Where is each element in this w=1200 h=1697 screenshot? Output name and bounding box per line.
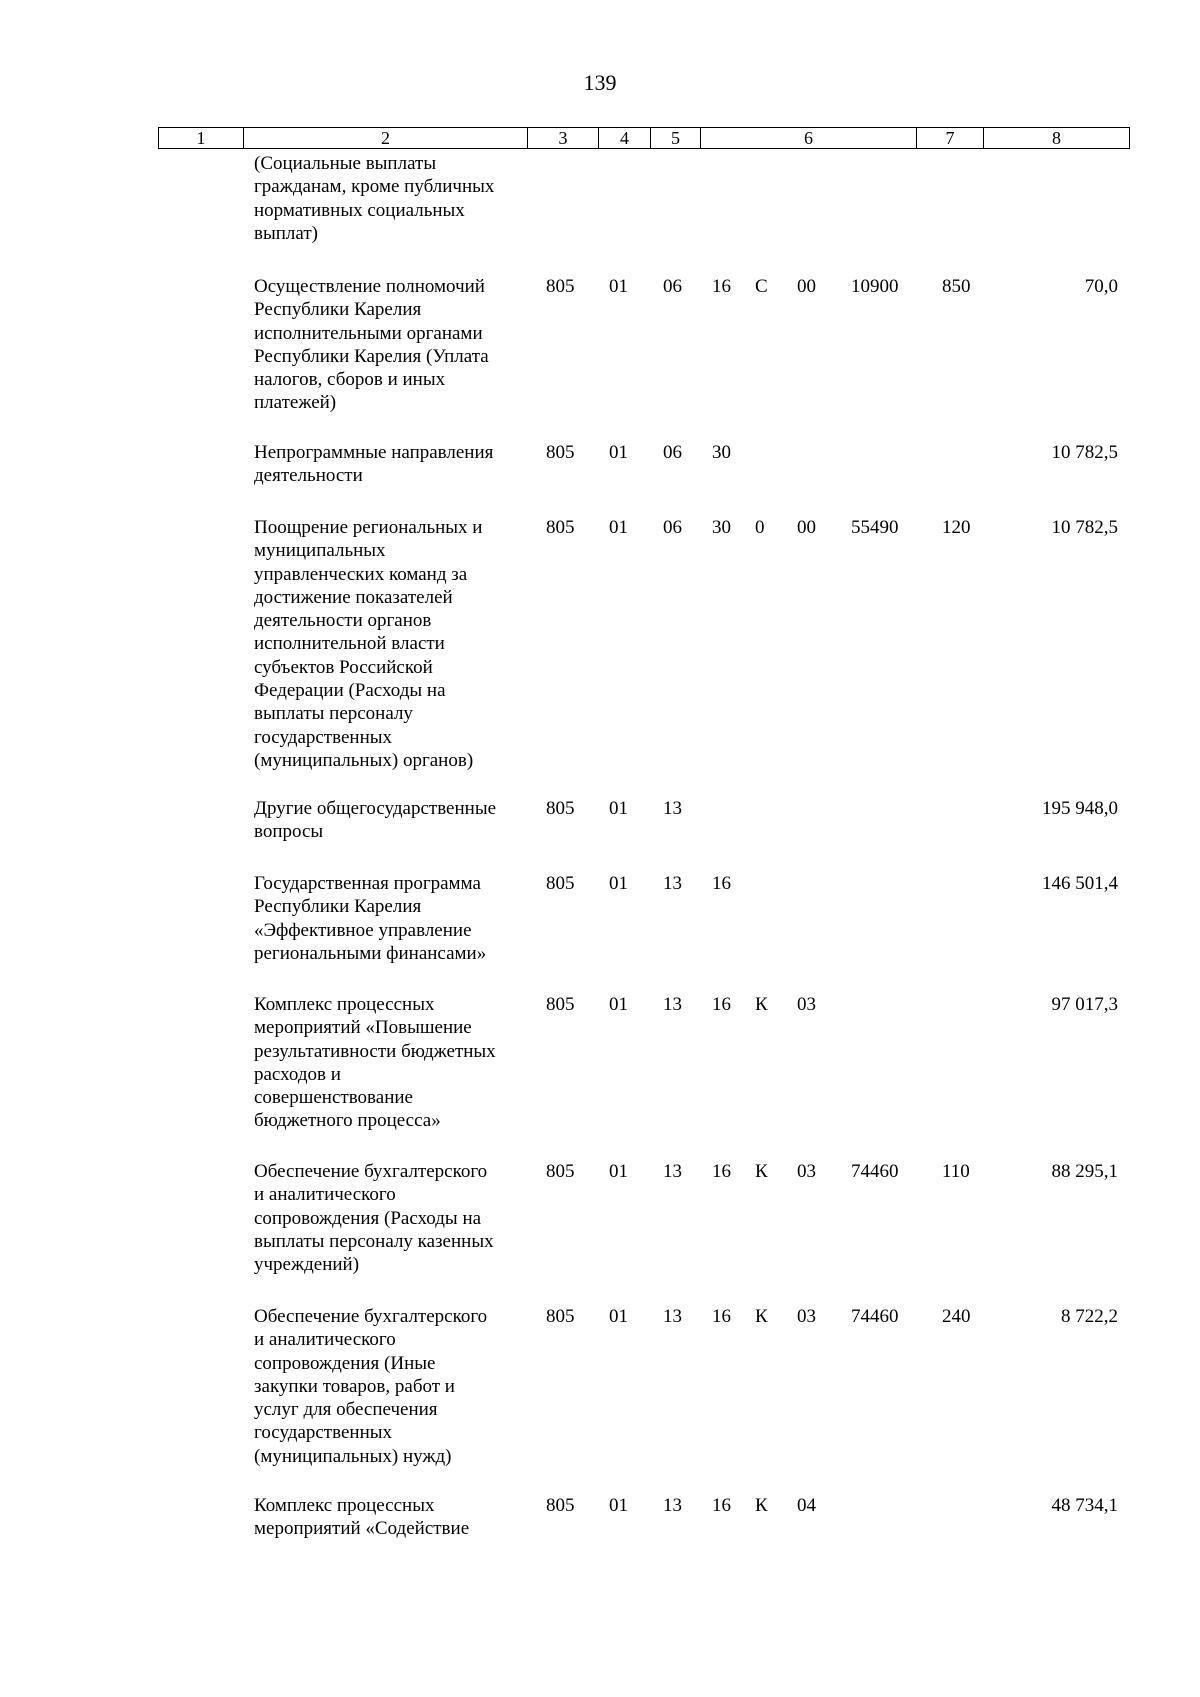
description-line: (муниципальных) органов) xyxy=(254,749,474,771)
description-line: Республики Карелия xyxy=(254,299,422,321)
cell-program-1: 16 xyxy=(712,1495,731,1516)
cell-col5: 06 xyxy=(663,442,682,463)
cell-program-3: 03 xyxy=(797,1306,816,1327)
description-line: Комплекс процессных xyxy=(254,994,435,1015)
cell-col5: 06 xyxy=(663,276,682,297)
description-line: государственных xyxy=(254,1422,393,1444)
cell-col7: 110 xyxy=(942,1161,970,1182)
description-line: субъектов Российской xyxy=(254,656,433,678)
cell-col4: 01 xyxy=(609,1306,628,1327)
cell-col4: 01 xyxy=(609,442,628,463)
cell-amount: 10 782,5 xyxy=(1051,517,1118,538)
description-line: выплат) xyxy=(254,222,318,244)
cell-description xyxy=(254,275,522,415)
cell-description xyxy=(254,1305,522,1468)
cell-col3: 805 xyxy=(546,1306,575,1327)
cell-program-4: 55490 xyxy=(851,517,899,538)
description-line: и аналитического xyxy=(254,1184,396,1206)
cell-col3: 805 xyxy=(546,442,575,463)
cell-program-1: 16 xyxy=(712,1161,731,1182)
cell-col5: 13 xyxy=(663,994,682,1015)
description-line: исполнительными органами xyxy=(254,322,483,344)
description-line: региональными финансами» xyxy=(254,942,487,964)
cell-program-1: 16 xyxy=(712,1306,731,1327)
cell-program-2: К xyxy=(755,994,768,1015)
cell-col4: 01 xyxy=(609,994,628,1015)
cell-amount: 48 734,1 xyxy=(1051,1495,1118,1516)
description-line: нормативных социальных xyxy=(254,199,465,221)
description-line: Комплекс процессных xyxy=(254,1495,435,1516)
cell-program-2: К xyxy=(755,1161,768,1182)
cell-description xyxy=(254,1160,522,1276)
description-line: управленческих команд за xyxy=(254,563,468,585)
description-line: выплаты персоналу xyxy=(254,703,413,725)
cell-col4: 01 xyxy=(609,1495,628,1516)
description-line: достижение показателей xyxy=(254,586,453,608)
cell-col3: 805 xyxy=(546,1161,575,1182)
cell-program-4: 10900 xyxy=(851,276,899,297)
description-line: платежей) xyxy=(254,392,337,414)
header-col-1: 1 xyxy=(159,128,244,148)
header-col-4: 4 xyxy=(599,128,651,148)
cell-program-2: 0 xyxy=(755,517,765,538)
description-line: Федерации (Расходы на xyxy=(254,680,446,702)
cell-col3: 805 xyxy=(546,873,575,894)
cell-description xyxy=(254,516,522,772)
cell-description xyxy=(254,441,522,488)
cell-col4: 01 xyxy=(609,1161,628,1182)
description-line: вопросы xyxy=(254,821,324,843)
description-line: Государственная программа xyxy=(254,873,481,894)
description-line: Республики Карелия xyxy=(254,896,422,918)
description-line: результативности бюджетных xyxy=(254,1040,496,1062)
cell-col5: 13 xyxy=(663,873,682,894)
description-line: сопровождения (Иные xyxy=(254,1352,436,1374)
cell-amount: 10 782,5 xyxy=(1051,442,1118,463)
cell-description xyxy=(254,993,522,1133)
description-line: Республики Карелия (Уплата xyxy=(254,345,489,367)
cell-col5: 13 xyxy=(663,798,682,819)
cell-program-3: 00 xyxy=(797,276,816,297)
description-line: сопровождения (Расходы на xyxy=(254,1207,482,1229)
cell-col3: 805 xyxy=(546,994,575,1015)
cell-program-1: 16 xyxy=(712,276,731,297)
cell-program-3: 04 xyxy=(797,1495,816,1516)
description-line: (Социальные выплаты xyxy=(254,153,437,174)
cell-program-3: 00 xyxy=(797,517,816,538)
table-header xyxy=(158,127,1130,149)
cell-description xyxy=(254,872,522,965)
description-line: расходов и xyxy=(254,1063,341,1085)
cell-program-3: 03 xyxy=(797,994,816,1015)
page-number: 139 xyxy=(583,70,617,95)
description-line: налогов, сборов и иных xyxy=(254,369,446,391)
description-line: «Эффективное управление xyxy=(254,919,472,941)
cell-col3: 805 xyxy=(546,1495,575,1516)
cell-description xyxy=(254,1494,522,1541)
cell-program-4: 74460 xyxy=(851,1161,899,1182)
description-line: (муниципальных) нужд) xyxy=(254,1445,452,1467)
description-line: Другие общегосударственные xyxy=(254,798,497,819)
cell-description xyxy=(254,152,522,245)
description-line: мероприятий «Повышение xyxy=(254,1017,472,1039)
cell-col4: 01 xyxy=(609,873,628,894)
header-col-5: 5 xyxy=(651,128,701,148)
cell-amount: 97 017,3 xyxy=(1051,994,1118,1015)
cell-amount: 88 295,1 xyxy=(1051,1161,1118,1182)
cell-col7: 120 xyxy=(942,517,971,538)
cell-amount: 195 948,0 xyxy=(1042,798,1118,819)
description-line: деятельности xyxy=(254,465,363,487)
header-col-7: 7 xyxy=(917,128,984,148)
description-line: Обеспечение бухгалтерского xyxy=(254,1306,488,1327)
cell-col5: 13 xyxy=(663,1306,682,1327)
description-line: бюджетного процесса» xyxy=(254,1110,441,1132)
cell-col7: 850 xyxy=(942,276,971,297)
description-line: закупки товаров, работ и xyxy=(254,1375,455,1397)
description-line: исполнительной власти xyxy=(254,633,445,655)
cell-col3: 805 xyxy=(546,276,575,297)
description-line: совершенствование xyxy=(254,1087,413,1109)
cell-col5: 13 xyxy=(663,1161,682,1182)
cell-amount: 146 501,4 xyxy=(1042,873,1118,894)
cell-amount: 8 722,2 xyxy=(1061,1306,1118,1327)
description-line: Непрограммные направления xyxy=(254,442,494,463)
cell-program-2: К xyxy=(755,1495,768,1516)
header-col-8: 8 xyxy=(1052,128,1061,148)
description-line: Обеспечение бухгалтерского xyxy=(254,1161,488,1182)
description-line: государственных xyxy=(254,726,393,748)
description-line: Поощрение региональных и xyxy=(254,517,483,538)
cell-col7: 240 xyxy=(942,1306,971,1327)
cell-program-2: С xyxy=(755,276,768,297)
cell-description xyxy=(254,797,522,844)
header-col-3: 3 xyxy=(528,128,599,148)
description-line: деятельности органов xyxy=(254,610,432,632)
cell-col5: 13 xyxy=(663,1495,682,1516)
header-col-2: 2 xyxy=(244,128,528,148)
cell-col4: 01 xyxy=(609,798,628,819)
header-col-6: 6 xyxy=(701,128,917,148)
cell-program-1: 16 xyxy=(712,994,731,1015)
cell-col3: 805 xyxy=(546,798,575,819)
cell-program-4: 74460 xyxy=(851,1306,899,1327)
cell-amount: 70,0 xyxy=(1084,276,1118,297)
cell-program-1: 30 xyxy=(712,442,731,463)
cell-program-2: К xyxy=(755,1306,768,1327)
cell-program-3: 03 xyxy=(797,1161,816,1182)
cell-program-1: 16 xyxy=(712,873,731,894)
cell-program-1: 30 xyxy=(712,517,731,538)
cell-col3: 805 xyxy=(546,517,575,538)
description-line: Осуществление полномочий xyxy=(254,276,485,297)
cell-col4: 01 xyxy=(609,276,628,297)
description-line: мероприятий «Содействие xyxy=(254,1518,470,1540)
description-line: муниципальных xyxy=(254,540,386,562)
description-line: выплаты персоналу казенных xyxy=(254,1230,494,1252)
description-line: услуг для обеспечения xyxy=(254,1399,438,1421)
cell-col5: 06 xyxy=(663,517,682,538)
description-line: учреждений) xyxy=(254,1254,360,1276)
cell-col4: 01 xyxy=(609,517,628,538)
description-line: гражданам, кроме публичных xyxy=(254,176,495,198)
description-line: и аналитического xyxy=(254,1329,396,1351)
